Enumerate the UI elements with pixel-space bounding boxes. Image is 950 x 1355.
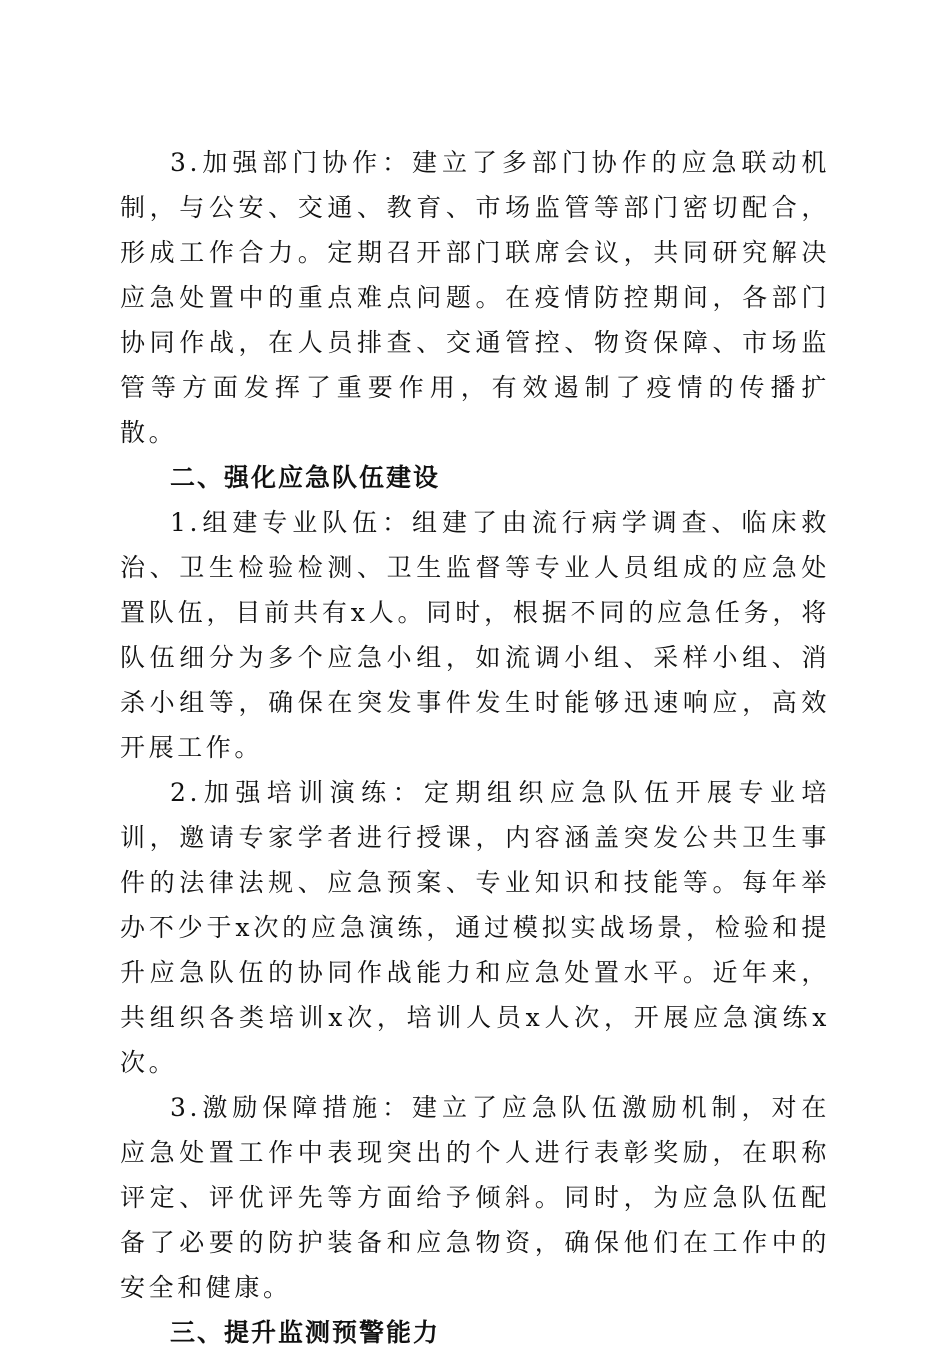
section-heading-monitoring-warning: 三、提升监测预警能力 xyxy=(170,1318,441,1347)
paragraph-training-drills: 2.加强培训演练：定期组织应急队伍开展专业培训，邀请专家学者进行授课，内容涵盖突发公共卫生事件的法律法规、应急预案、专业知识和技能等。每年举办不少于x次的应急演练，通过模拟实战场景，检验和提升应急队伍的协同作战能力和应急处置水平。近年来，共组织各类培训x次，培训人员x人次，开展应急演练x次。 xyxy=(120,778,830,1077)
section-heading-team-building: 二、强化应急队伍建设 xyxy=(170,463,441,492)
paragraph-professional-team: 1.组建专业队伍：组建了由流行病学调查、临床救治、卫生检验检测、卫生监督等专业人员组成的应急处置队伍，目前共有x人。同时，根据不同的应急任务，将队伍细分为多个应急小组，如流调小组、采样小组、消杀小组等，确保在突发事件发生时能够迅速响应，高效开展工作。 xyxy=(120,508,830,762)
paragraph-department-cooperation: 3.加强部门协作：建立了多部门协作的应急联动机制，与公安、交通、教育、市场监管等部门密切配合，形成工作合力。定期召开部门联席会议，共同研究解决应急处置中的重点难点问题。在疫情防控期间，各部门协同作战，在人员排查、交通管控、物资保障、市场监管等方面发挥了重要作用，有效遏制了疫情的传播扩散。 xyxy=(120,148,830,447)
paragraph-incentive-measures: 3.激励保障措施：建立了应急队伍激励机制，对在应急处置工作中表现突出的个人进行表彰奖励，在职称评定、评优评先等方面给予倾斜。同时，为应急队伍配备了必要的防护装备和应急物资，确保他们在工作中的安全和健康。 xyxy=(120,1093,830,1302)
document-body xyxy=(120,140,830,1355)
